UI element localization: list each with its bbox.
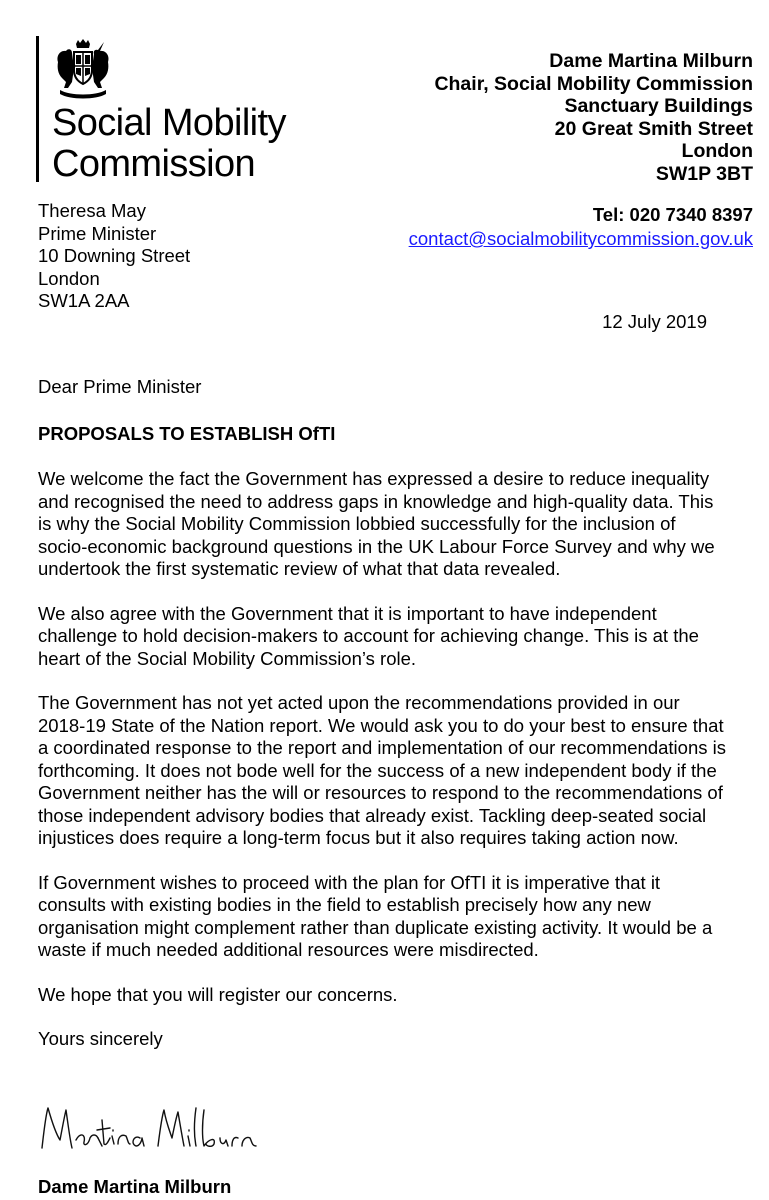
sender-address-line: SW1P 3BT <box>655 162 753 185</box>
royal-coat-of-arms-icon <box>52 38 114 100</box>
letter-date: 12 July 2019 <box>602 311 707 332</box>
body-paragraph: We also agree with the Government that it is important to have independent challenge to hold decision-makers to account for achieving change. This is at the heart of the Social Mobility Commission’s role. <box>38 602 699 669</box>
handwritten-signature <box>36 1100 266 1160</box>
recipient-address <box>38 200 190 313</box>
body-paragraph: We hope that you will register our concerns. <box>38 983 398 1005</box>
sender-name: Dame Martina Milburn <box>549 50 753 72</box>
sender-address-line: Sanctuary Buildings <box>564 95 753 117</box>
sender-address-line: London <box>681 140 753 162</box>
body-paragraph: We welcome the fact the Government has expressed a desire to reduce inequality and recognised the need to address gaps in knowledge and high-quality data. This is why the Social Mobility Commission lobbied successfully for the inclusion of socio-economic background questions in the UK Labour Force Survey and why we undertook the first systematic review of what that data revealed. <box>38 468 715 579</box>
signer-name: Dame Martina Milburn <box>38 1176 232 1197</box>
subject-heading: PROPOSALS TO ESTABLISH OfTI <box>38 423 336 444</box>
salutation: Dear Prime Minister <box>38 376 202 397</box>
body-paragraph: The Government has not yet acted upon the recommendations provided in our 2018-19 State of the Nation report. We would ask you to do your best to ensure that a coordinated response to the report and implementation of our recommendations is forthcoming. It does not bode well for the success of a new independent body if the Government neither has the will or resources to respond to the recommendations of those independent advisory bodies that already exist. Tackling deep-seated social injustices does require a long-term focus but it also requires taking action now. <box>38 692 726 848</box>
recipient-line: Theresa May <box>38 200 146 221</box>
recipient-line: 10 Downing Street <box>38 245 191 266</box>
body-paragraph: If Government wishes to proceed with the plan for OfTI it is imperative that it consults with existing bodies in the field to establish precisely how any new organisation might complement rather than duplicate existing activity. It would be a waste if much needed additional resources were misdirected. <box>38 871 713 960</box>
contact-block <box>409 203 753 251</box>
recipient-line: London <box>38 267 100 289</box>
sender-address-line: 20 Great Smith Street <box>554 117 753 140</box>
letter-body <box>38 468 728 1073</box>
logo-wordmark: Social Mobility Commission <box>52 102 286 185</box>
logo-divider <box>36 36 39 182</box>
logo <box>36 36 316 186</box>
sender-title: Chair, Social Mobility Commission <box>434 72 753 95</box>
sender-telephone: Tel: 020 7340 8397 <box>592 204 753 225</box>
recipient-line: SW1A 2AA <box>38 290 130 311</box>
sender-block <box>434 50 753 185</box>
closing: Yours sincerely <box>38 1028 163 1049</box>
sender-email-link[interactable]: contact@socialmobilitycommission.gov.uk <box>408 228 753 249</box>
recipient-line: Prime Minister <box>38 222 157 244</box>
